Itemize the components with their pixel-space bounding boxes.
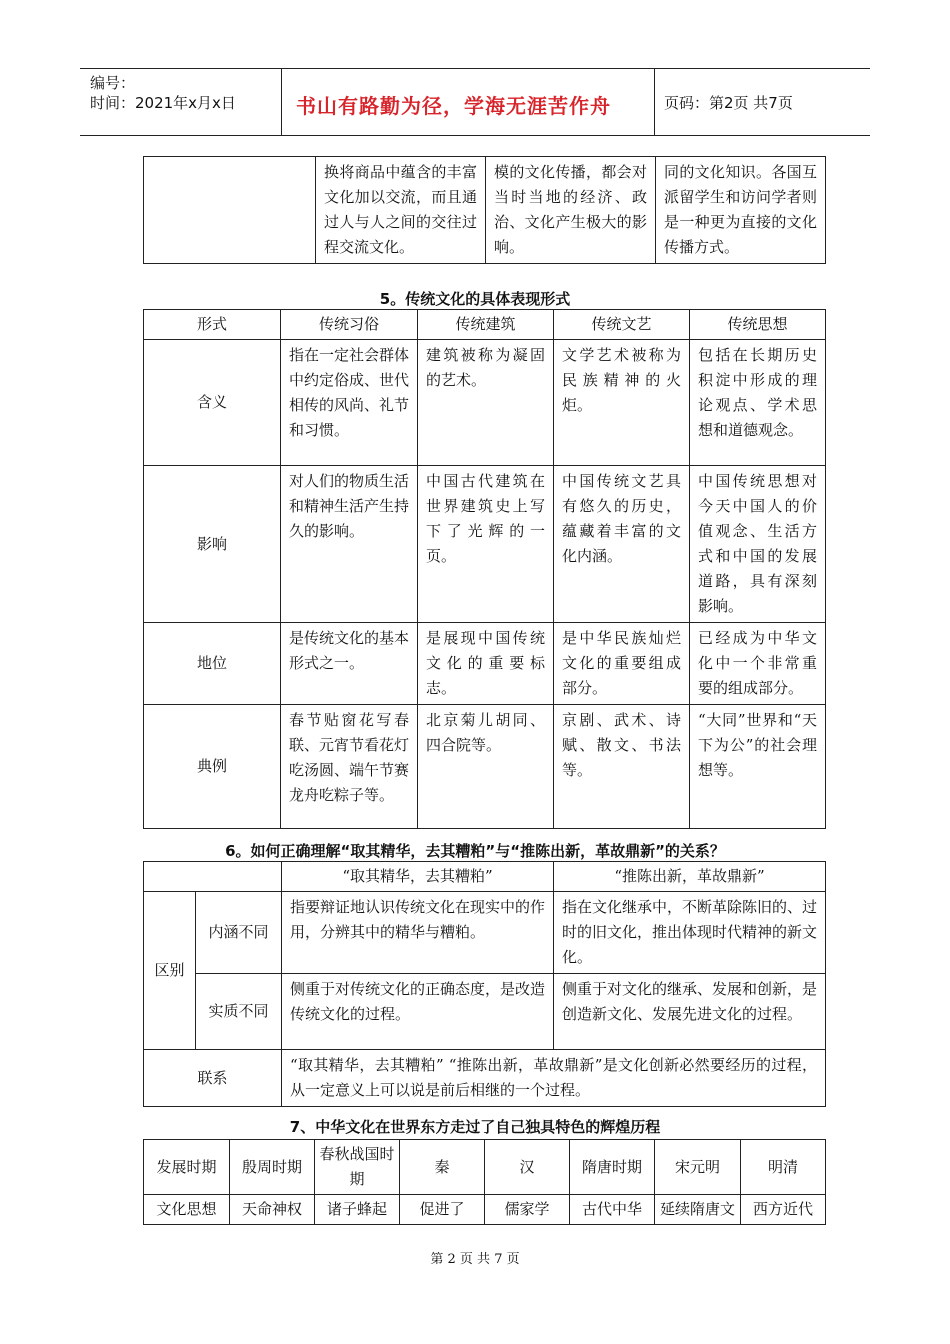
header-top-rule: [80, 68, 870, 69]
header-cell: 春秋战国时期: [315, 1140, 400, 1195]
header-page-number: 页码：第2页 共7页: [664, 94, 793, 112]
table-cell: 侧重于对传统文化的正确态度，是改造传统文化的过程。: [282, 974, 554, 1050]
table-cell: 指在文化继承中，不断革除陈旧的、过时的旧文化，推出体现时代精神的新文化。: [554, 892, 826, 974]
table-cell: 促进了: [400, 1195, 485, 1225]
link-label: 联系: [144, 1050, 282, 1107]
header-cell: 明清: [741, 1140, 826, 1195]
cont-cell: 换将商品中蕴含的丰富文化加以交流，而且通过人与人之间的交往过程交流文化。: [316, 157, 486, 264]
section6-title: 6。如何正确理解“取其精华，去其糟粕”与“推陈出新，革故鼎新”的关系？: [225, 842, 725, 860]
header-divider-2: [654, 68, 655, 136]
group-label: 区别: [144, 892, 196, 1050]
row-label: 内涵不同: [196, 892, 282, 974]
header-slogan: 书山有路勤为径，学海无涯苦作舟: [296, 94, 611, 118]
table-cell: 天命神权: [230, 1195, 315, 1225]
header-cell: 秦: [400, 1140, 485, 1195]
table-cell: “大同”世界和“天下为公”的社会理想等。: [690, 705, 826, 829]
table-cell: 春节贴窗花写春联、元宵节看花灯吃汤圆、端午节赛龙舟吃粽子等。: [281, 705, 418, 829]
section5-title: 5。传统文化的具体表现形式: [379, 290, 571, 308]
header-cell: 殷周时期: [230, 1140, 315, 1195]
header-cell: 隋唐时期: [570, 1140, 655, 1195]
table-cell: 中国古代建筑在世界建筑史上写下了光辉的一页。: [418, 466, 554, 623]
table-cell: 京剧、武术、诗赋、散文、书法等。: [554, 705, 690, 829]
row-label: 实质不同: [196, 974, 282, 1050]
header-cell: 传统建筑: [418, 310, 554, 340]
continuation-table: [143, 156, 826, 264]
comparison-table: [143, 861, 826, 1107]
table-cell: 是中华民族灿烂文化的重要组成部分。: [554, 623, 690, 705]
table-cell: 对人们的物质生活和精神生活产生持久的影响。: [281, 466, 418, 623]
traditional-culture-table: [143, 309, 826, 829]
table-cell: 包括在长期历史积淀中形成的理论观点、学术思想和道德观念。: [690, 340, 826, 466]
page-footer: 第 2 页 共 7 页: [430, 1252, 520, 1267]
table-cell: 儒家学: [485, 1195, 570, 1225]
cont-cell-empty: [144, 157, 316, 264]
row-label: 影响: [144, 466, 281, 623]
table-cell: 文学艺术被称为民族精神的火炬。: [554, 340, 690, 466]
table-cell: 侧重于对文化的继承、发展和创新，是创造新文化、发展先进文化的过程。: [554, 974, 826, 1050]
table-cell: 延续隋唐文: [655, 1195, 741, 1225]
header-divider-1: [281, 68, 282, 136]
link-text: “取其精华，去其糟粕” “推陈出新，革故鼎新”是文化创新必然要经历的过程，从一定意义上可以说是前后相继的一个过程。: [282, 1050, 826, 1107]
header-bottom-rule: [80, 135, 870, 136]
table-cell: 是传统文化的基本形式之一。: [281, 623, 418, 705]
table-cell: 中国传统思想对今天中国人的价值观念、生活方式和中国的发展道路，具有深刻影响。: [690, 466, 826, 623]
row-label: 含义: [144, 340, 281, 466]
header-time: 时间：2021年x月x日: [90, 94, 236, 112]
table-cell: 文化思想: [144, 1195, 230, 1225]
table-cell: 中国传统文艺具有悠久的历史，蕴藏着丰富的文化内涵。: [554, 466, 690, 623]
table-cell: 建筑被称为凝固的艺术。: [418, 340, 554, 466]
col-header: “取其精华，去其糟粕”: [282, 862, 554, 892]
row-label: 地位: [144, 623, 281, 705]
row-label: 典例: [144, 705, 281, 829]
corner-cell: [144, 862, 282, 892]
header-cell: 汉: [485, 1140, 570, 1195]
cont-cell: 模的文化传播，都会对当时当地的经济、政治、文化产生极大的影响。: [486, 157, 656, 264]
col-header: “推陈出新，革故鼎新”: [554, 862, 826, 892]
table-cell: 指要辩证地认识传统文化在现实中的作用，分辨其中的精华与糟粕。: [282, 892, 554, 974]
header-cell: 发展时期: [144, 1140, 230, 1195]
cont-cell: 同的文化知识。各国互派留学生和访问学者则是一种更为直接的文化传播方式。: [656, 157, 826, 264]
header-cell: 传统思想: [690, 310, 826, 340]
table-cell: 已经成为中华文化中一个非常重要的组成部分。: [690, 623, 826, 705]
table-cell: 指在一定社会群体中约定俗成、世代相传的风尚、礼节和习惯。: [281, 340, 418, 466]
table-cell: 北京菊儿胡同、四合院等。: [418, 705, 554, 829]
table-cell: 古代中华: [570, 1195, 655, 1225]
table-cell: 西方近代: [741, 1195, 826, 1225]
header-cell: 宋元明: [655, 1140, 741, 1195]
history-table: [143, 1139, 826, 1225]
table-cell: 是展现中国传统文化的重要标志。: [418, 623, 554, 705]
table-cell: 诸子蜂起: [315, 1195, 400, 1225]
header-cell: 传统文艺: [554, 310, 690, 340]
header-cell: 形式: [144, 310, 281, 340]
header-number: 编号：: [90, 74, 136, 92]
section7-title: 7、中华文化在世界东方走过了自己独具特色的辉煌历程: [289, 1118, 661, 1136]
header-cell: 传统习俗: [281, 310, 418, 340]
